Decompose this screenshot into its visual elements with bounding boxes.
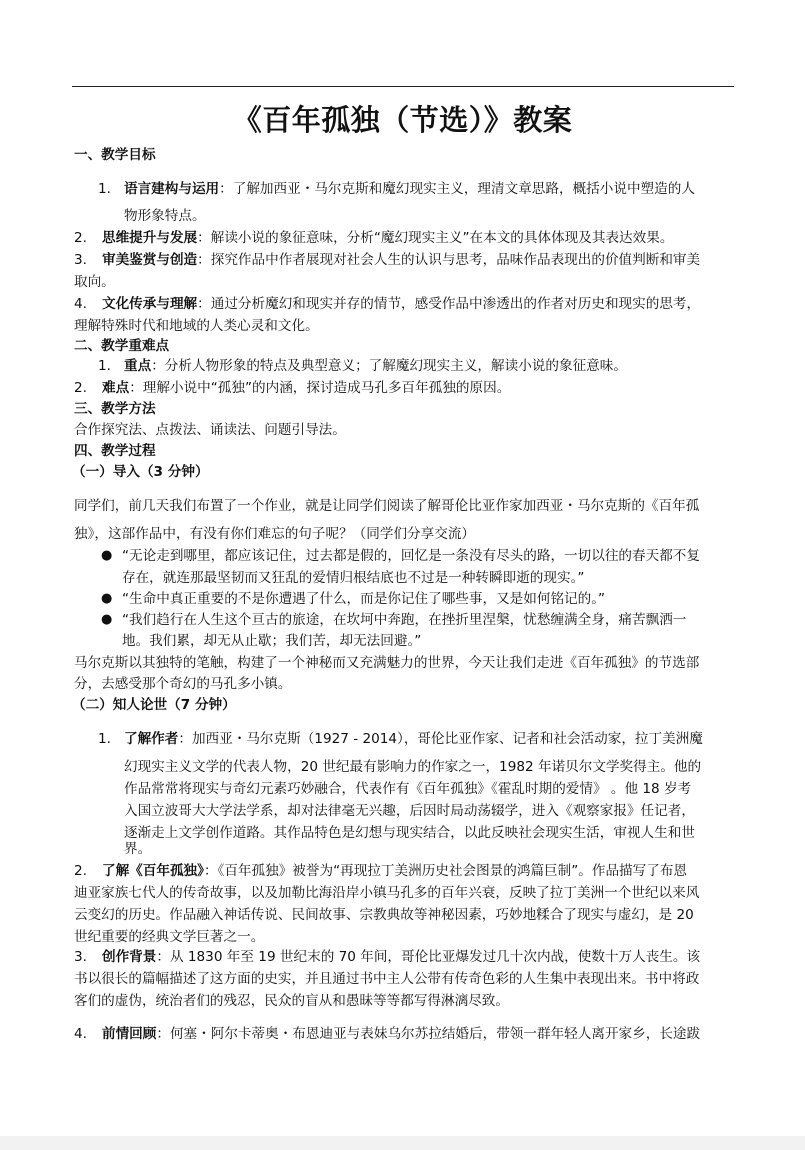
- bullet-dot: ●: [101, 612, 113, 627]
- outro-line-1: 马尔克斯以其独特的笔触，构建了一个神秘而又充满魅力的世界，今天让我们走进《百年孤独》的节选部: [74, 655, 700, 671]
- section-heading-goals: 一、教学目标: [74, 147, 156, 163]
- section-heading-keypoints: 二、教学重难点: [74, 338, 170, 354]
- bullet-dot: ●: [101, 548, 113, 563]
- background-num: 3.: [74, 949, 87, 965]
- goal-item-1-num: 1.: [98, 181, 111, 197]
- goal-item-2-line1: 思维提升与发展：解读小说的象征意味，分析“魔幻现实主义”在本文的具体体现及其表达效果。: [102, 230, 674, 246]
- goal-item-2-num: 2.: [74, 230, 87, 246]
- part1-heading: （一）导入（3 分钟）: [72, 464, 209, 480]
- goal-item-4-line1: 文化传承与理解：通过分析魔幻和现实并存的情节，感受作品中渗透出的作者对历史和现实的思考，: [102, 296, 701, 312]
- goal-item-3-line1: 审美鉴赏与创造：探究作品中作者展现对社会人生的认识与思考，品味作品表现出的价值判断和审美: [102, 252, 701, 268]
- goal-item-1-line2: 物形象特点。: [124, 208, 206, 224]
- part2-heading: （二）知人论世（7 分钟）: [72, 697, 236, 713]
- page-title: 《百年孤独（节选）》教案: [232, 103, 573, 137]
- quote-3-line1: “我们趋行在人生这个亘古的旅途，在坎坷中奔跑，在挫折里涅槃，忧愁缠满全身，痛苦飘洒一: [122, 612, 687, 628]
- book-line-3: 云变幻的历史。作品融入神话传说、民间故事、宗教典故等神秘因素，巧妙地糅合了现实与虚幻，是 20: [74, 907, 694, 923]
- intro-line-2: 独》，这部作品中，有没有你们难忘的句子呢？（同学们分享交流）: [74, 526, 476, 542]
- quote-3-line2: 地。我们累，却无从止歇；我们苦，却无法回避。”: [122, 633, 422, 649]
- header-rule: [72, 86, 734, 87]
- background-line-2: 书以很长的篇幅描述了这方面的史实，并且通过书中主人公带有传奇色彩的人生集中表现出来。书中将政: [74, 971, 700, 987]
- section-heading-methods: 三、教学方法: [74, 401, 156, 417]
- author-line-3: 作品常常将现实与奇幻元素巧妙融合，代表作有《百年孤独》《霍乱时期的爱情》 。他 18 岁考: [124, 781, 692, 797]
- author-num: 1.: [98, 731, 111, 747]
- keypoint-1-num: 1.: [98, 358, 111, 374]
- goal-item-1-line1: 语言建构与运用：了解加西亚・马尔克斯和魔幻现实主义，理清文章思路，概括小说中塑造的人: [124, 181, 695, 197]
- author-line-5: 逐渐走上文学创作道路。其作品特色是幻想与现实结合，以此反映社会现实生活，审视人生和世: [124, 825, 695, 841]
- quote-1-line1: “无论走到哪里，都应该记住，过去都是假的，回忆是一条没有尽头的路，一切以往的春天都不复: [122, 548, 700, 564]
- recap-line-1: 前情回顾：何塞・阿尔卡蒂奥・布恩迪亚与表妹乌尔苏拉结婚后，带领一群年轻人离开家乡，长途跋: [102, 1026, 701, 1042]
- keypoint-1-text: 重点：分析人物形象的特点及典型意义；了解魔幻现实主义，解读小说的象征意味。: [124, 358, 627, 374]
- section-heading-process: 四、教学过程: [74, 443, 156, 459]
- goal-item-4-num: 4.: [74, 296, 87, 312]
- goal-item-4-line2: 理解特殊时代和地域的人类心灵和文化。: [74, 318, 319, 334]
- book-num: 2.: [74, 863, 87, 879]
- author-line-6: 界。: [124, 841, 152, 857]
- author-line-2: 幻现实主义文学的代表人物，20 世纪最有影响力的作家之一，1982 年诺贝尔文学奖得主。他的: [124, 759, 702, 775]
- goal-item-3-line2: 取向。: [74, 274, 115, 290]
- keypoint-2-num: 2.: [74, 380, 87, 396]
- keypoint-2-text: 难点：理解小说中“孤独”的内涵，探讨造成马孔多百年孤独的原因。: [102, 380, 511, 396]
- goal-item-3-num: 3.: [74, 252, 87, 268]
- quote-2-line1: “生命中真正重要的不是你遭遇了什么，而是你记住了哪些事，又是如何铭记的。”: [122, 591, 606, 607]
- background-line-1: 创作背景：从 1830 年至 19 世纪末的 70 年间，哥伦比亚爆发过几十次内战，使数十万人丧生。该: [102, 949, 701, 965]
- bullet-dot: ●: [101, 591, 113, 606]
- outro-line-2: 分，去感受那个奇幻的马孔多小镇。: [74, 676, 292, 692]
- recap-num: 4.: [74, 1026, 87, 1042]
- author-line-1: 了解作者：加西亚・马尔克斯（1927 - 2014），哥伦比亚作家、记者和社会活动家，拉丁美洲魔: [124, 731, 703, 747]
- author-line-4: 入国立波哥大大学法学系，却对法律毫无兴趣，后因时局动荡辍学，进入《观察家报》任记者，: [124, 803, 695, 819]
- methods-text: 合作探究法、点拨法、诵读法、问题引导法。: [74, 422, 346, 438]
- background-line-3: 客们的虚伪，统治者们的残忍，民众的盲从和愚昧等等都写得淋漓尽致。: [74, 993, 509, 1009]
- book-line-1: 了解《百年孤独》：《百年孤独》被誉为“再现拉丁美洲历史社会图景的鸿篇巨制”。作品描写了布恩: [102, 863, 688, 879]
- book-line-4: 世纪重要的经典文学巨著之一。: [74, 929, 265, 945]
- page-bottom-edge: [0, 1136, 805, 1150]
- quote-1-line2: 存在，就连那最坚韧而又狂乱的爱情归根结底也不过是一种转瞬即逝的现实。”: [122, 570, 585, 586]
- intro-line-1: 同学们，前几天我们布置了一个作业，就是让同学们阅读了解哥伦比亚作家加西亚・马尔克斯的《百年孤: [74, 498, 700, 514]
- book-line-2: 迪亚家族七代人的传奇故事，以及加勒比海沿岸小镇马孔多的百年兴衰，反映了拉丁美洲一个世纪以来风: [74, 885, 700, 901]
